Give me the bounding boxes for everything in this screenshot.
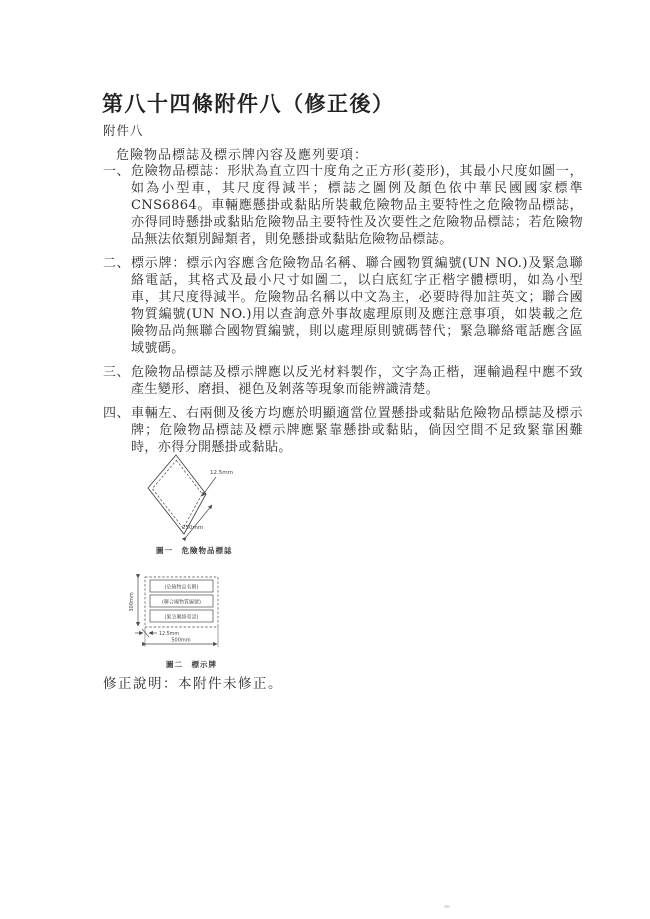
diamond-outline: [148, 455, 206, 534]
clause-number: 一、: [103, 164, 131, 179]
clause-text: 危險物品標誌及標示牌應以反光材料製作，文字為正楷，運輸過程中應不致產生變形、磨損、褪色及剝落等現象而能辨識清楚。: [131, 365, 583, 397]
page-title: 第八十四條附件八（修正後）: [102, 91, 395, 116]
clause-text: 危險物品標誌：形狀為直立四十度角之正方形(菱形)，其最小尺度如圖一，如為小型車，其尺度得減半；標誌之圖例及顏色依中華民國國家標準CNS6864。車輛應懸掛或黏貼所裝載危險物品主要特性之危險物品標誌，亦得同時懸掛或黏貼危險物品主要特性及次要性之危險物品標誌；若危險物品無法依類別歸類者，則免懸掛或黏貼危險物品標誌。: [131, 164, 583, 247]
phone-cell-label: (緊急聯絡電話): [164, 614, 199, 621]
clause-item-4: [103, 405, 583, 456]
revision-note: 修正說明：本附件未修正。: [103, 676, 283, 692]
clause-item-1: [103, 163, 583, 248]
figure1-caption: 圖一 危險物品標誌: [156, 546, 233, 555]
clause-number: 三、: [103, 365, 131, 380]
border-offset-dim-label: 12.5mm: [210, 470, 233, 476]
clause-text: 車輛左、右兩側及後方均應於明顯適當位置懸掛或黏貼危險物品標誌及標示牌；危險物品標誌及標示牌應緊靠懸掛或黏貼，倘因空間不足致緊靠困難時，亦得分開懸掛或黏貼。: [131, 406, 583, 455]
side-dim-label: 250mm: [182, 525, 204, 531]
width-dim-label: 500mm: [171, 637, 191, 644]
side-dimension-arrow: [186, 505, 212, 537]
clause-item-3: [103, 364, 583, 398]
height-dim-label: 300mm: [129, 592, 135, 612]
figure2-placard-diagram: [123, 567, 241, 655]
clause-list: [103, 163, 583, 463]
offset-dim-tick: [142, 629, 149, 637]
intro-line: 危險物品標誌及標示牌內容及應列要項：: [116, 148, 369, 163]
border-offset-leader-arrow: [202, 477, 216, 496]
scan-artifact: [444, 905, 450, 908]
name-cell-label: (危險物品名稱): [164, 584, 199, 591]
figure1-diamond-diagram: [138, 450, 250, 544]
clause-number: 四、: [103, 406, 131, 421]
clause-number: 二、: [103, 256, 131, 271]
offset-dim-label: 12.5mm: [159, 632, 180, 637]
diamond-inner-dashed-border: [152, 460, 202, 528]
figure2-caption: 圖二 標示牌: [166, 660, 217, 669]
attachment-label: 附件八: [103, 123, 144, 138]
clause-text: 標示牌：標示內容應含危險物品名稱、聯合國物質編號(UN NO.)及緊急聯絡電話，其格式及最小尺寸如圖二，以白底紅字正楷字體標明，如為小型車，其尺度得減半。危險物品名稱以中文為主，必要時得加註英文；聯合國物質編號(UN NO.)用以查詢意外事故處理原則及應注意事項，如裝載之危險物品尚無聯合國物質編號，則以處理原則號碼替代；緊急聯絡電話應含區域號碼。: [131, 256, 583, 356]
clause-item-2: [103, 255, 583, 357]
un-number-cell-label: (聯合國物質編號): [162, 599, 201, 606]
